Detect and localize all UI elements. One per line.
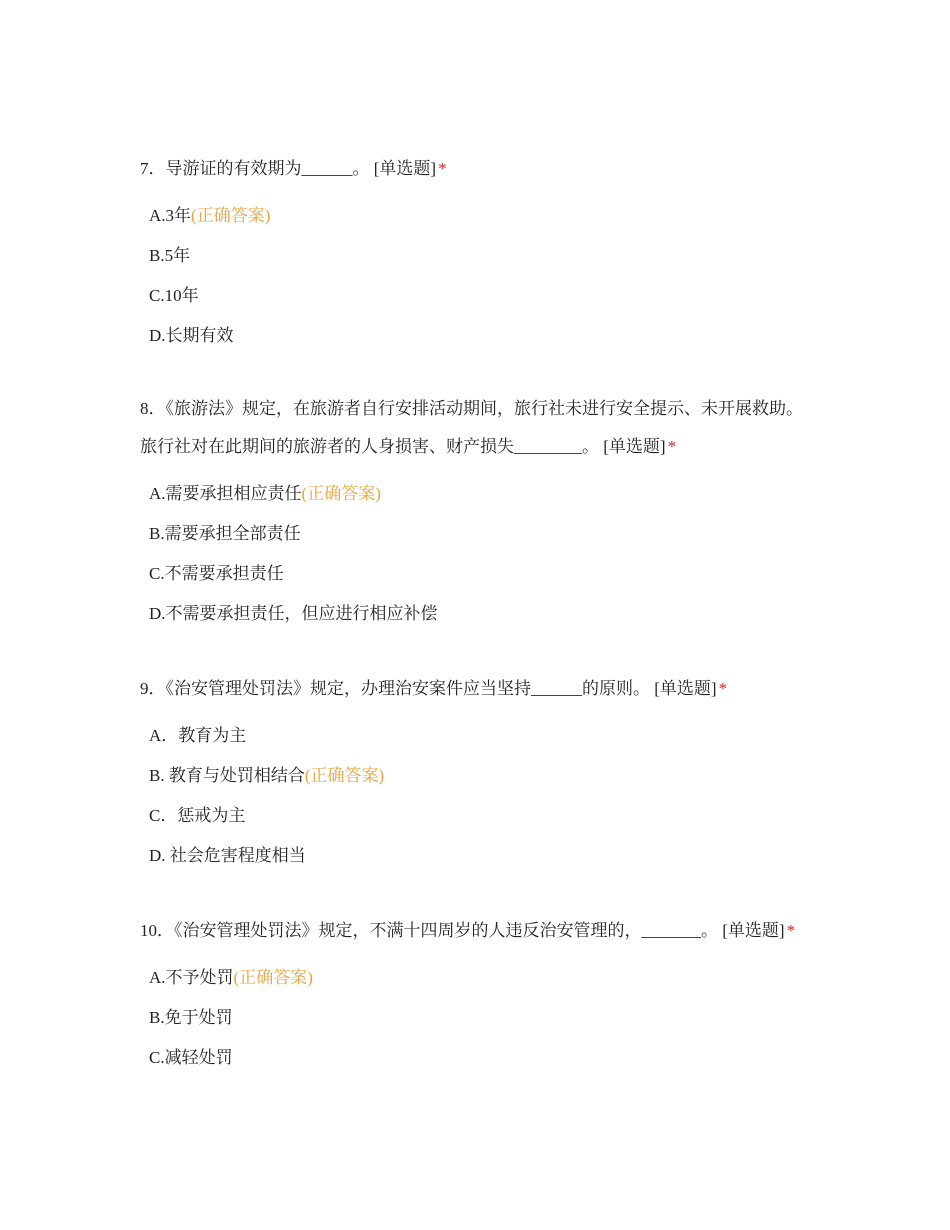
question-number: 7． [140,159,166,178]
question-type: [单选题] [654,679,717,698]
question-9-options [140,716,810,876]
option-b[interactable] [149,236,810,276]
question-number: 9． [140,679,166,698]
question-text: 《治安管理处罚法》规定，不满十四周岁的人违反治安管理的，_______。 [174,921,718,940]
option-text: D. 社会危害程度相当 [149,846,306,865]
option-text: C.10年 [149,286,199,305]
option-text: B.5年 [149,246,191,265]
option-text: A.需要承担相应责任 [149,484,302,503]
question-number: 10． [140,921,174,940]
option-text: A．教育为主 [149,726,247,745]
option-c[interactable] [149,796,810,836]
question-type: [单选题] [603,437,666,456]
option-a[interactable] [149,716,810,756]
question-text: 《治安管理处罚法》规定，办理治安案件应当坚持______的原则。 [165,679,650,698]
question-10-prompt [140,912,810,950]
option-a[interactable] [149,958,810,998]
question-9 [140,670,810,876]
option-text: C.减轻处罚 [149,1048,233,1067]
question-7-prompt [140,150,810,188]
option-text: B.需要承担全部责任 [149,524,301,543]
question-10 [140,912,810,1078]
option-c[interactable] [149,276,810,316]
question-7 [140,150,810,356]
option-text: C.不需要承担责任 [149,564,284,583]
correct-answer-label: (正确答案) [301,484,381,503]
option-text: A.不予处罚 [149,968,234,987]
correct-answer-label: (正确答案) [304,766,385,785]
option-c[interactable] [149,554,810,594]
option-text: A.3年 [149,206,192,225]
question-7-options [140,196,810,356]
question-text: 《旅游法》规定，在旅游者自行安排活动期间，旅行社未进行安全提示、未开展救助。旅行社对在此期间的旅游者的人身损害、财产损失________。 [140,399,803,456]
question-type: [单选题] [722,921,785,940]
option-a[interactable] [149,196,810,236]
question-text: 导游证的有效期为______。 [165,159,370,178]
question-number: 8． [140,399,166,418]
required-mark: * [438,159,447,178]
option-text: D.长期有效 [149,326,234,345]
required-mark: * [718,679,728,698]
question-type: [单选题] [373,159,437,178]
option-c[interactable] [149,1038,810,1078]
question-10-options [140,958,810,1078]
option-d[interactable] [149,594,810,634]
required-mark: * [786,921,796,940]
option-text: C．惩戒为主 [149,806,246,825]
question-8-prompt [140,390,810,466]
option-b[interactable] [149,514,810,554]
question-9-prompt [140,670,810,708]
option-d[interactable] [149,836,810,876]
option-text: B. 教育与处罚相结合 [149,766,305,785]
option-d[interactable] [149,316,810,356]
correct-answer-label: (正确答案) [191,206,271,225]
option-b[interactable] [149,756,810,796]
question-8-options [140,474,810,634]
option-b[interactable] [149,998,810,1038]
required-mark: * [667,437,677,456]
option-text: B.免于处罚 [149,1008,233,1027]
correct-answer-label: (正确答案) [233,968,313,987]
question-8 [140,390,810,634]
option-text: D.不需要承担责任，但应进行相应补偿 [149,604,438,623]
option-a[interactable] [149,474,810,514]
